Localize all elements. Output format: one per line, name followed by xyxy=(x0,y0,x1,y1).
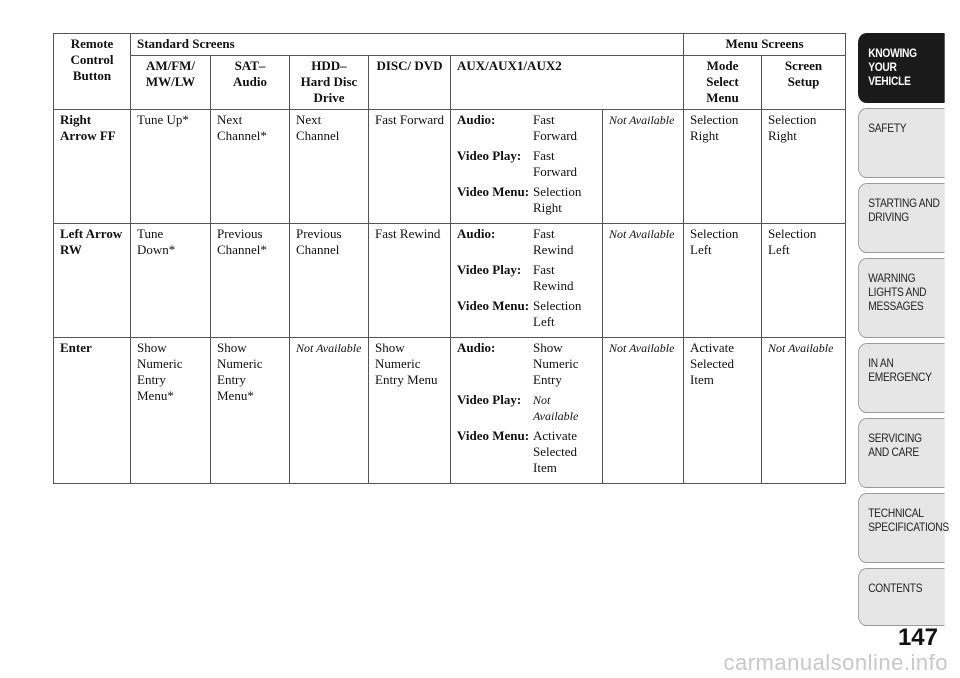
cell-amfm: Tune Up* xyxy=(131,110,211,224)
cell-aux xyxy=(451,224,603,338)
aux-key: Video Menu: xyxy=(457,184,530,199)
tab-servicing-and-care[interactable]: SERVICING AND CARE xyxy=(858,418,945,488)
cell-hdd: Next Channel xyxy=(290,110,369,224)
aux-value: Selection Right xyxy=(533,184,582,215)
remote-control-table xyxy=(53,33,846,484)
cell-hdd: Previous Channel xyxy=(290,224,369,338)
cell-aux xyxy=(451,338,603,484)
cell-sat: Show Numeric Entry Menu* xyxy=(211,338,290,484)
cell-aux xyxy=(451,110,603,224)
tab-in-an-emergency[interactable]: IN AN EMERGENCY xyxy=(858,343,945,413)
tab-contents[interactable]: CONTENTS xyxy=(858,568,945,626)
aux-value: Fast Forward xyxy=(533,112,578,143)
aux-key: Video Play: xyxy=(457,392,522,407)
aux-key: Audio: xyxy=(457,112,496,127)
aux-value: Selection Left xyxy=(533,298,582,329)
cell-aux-extra: Not Available xyxy=(603,338,684,484)
header-remote-control-button: Remote Control Button xyxy=(54,34,131,110)
table-row xyxy=(54,224,846,338)
table-row xyxy=(54,338,846,484)
aux-key: Video Play: xyxy=(457,148,522,163)
header-menu-screens: Menu Screens xyxy=(684,34,846,56)
aux-key: Video Play: xyxy=(457,262,522,277)
tab-safety[interactable]: SAFETY xyxy=(858,108,945,178)
aux-value: Activate Selected Item xyxy=(533,428,578,475)
row-button-label: Enter xyxy=(54,338,131,484)
aux-value: Fast Rewind xyxy=(533,262,574,293)
cell-screen-setup: Selection Right xyxy=(762,110,846,224)
aux-subtable xyxy=(457,340,596,480)
aux-key: Video Menu: xyxy=(457,428,530,443)
header-amfm: AM/FM/ MW/LW xyxy=(131,56,211,110)
row-button-label: Right Arrow FF xyxy=(54,110,131,224)
page-number: 147 xyxy=(897,624,938,651)
header-disc-dvd: DISC/ DVD xyxy=(369,56,451,110)
header-hdd: HDD– Hard Disc Drive xyxy=(290,56,369,110)
header-mode-select-menu: Mode Select Menu xyxy=(684,56,762,110)
tab-starting-and-driving[interactable]: STARTING AND DRIVING xyxy=(858,183,945,253)
table-row xyxy=(54,110,846,224)
aux-subtable xyxy=(457,226,596,334)
cell-disc: Fast Rewind xyxy=(369,224,451,338)
watermark: carmanualsonline.info xyxy=(723,650,948,675)
cell-mode-select: Selection Right xyxy=(684,110,762,224)
tab-warning-lights[interactable]: WARNING LIGHTS AND MESSAGES xyxy=(858,258,945,338)
header-sat-audio: SAT– Audio xyxy=(211,56,290,110)
cell-disc: Fast Forward xyxy=(369,110,451,224)
tab-knowing-your-vehicle[interactable]: KNOWING YOUR VEHICLE xyxy=(858,33,945,103)
tab-technical-specifications[interactable]: TECHNICAL SPECIFICATIONS xyxy=(858,493,945,563)
cell-aux-extra: Not Available xyxy=(603,224,684,338)
header-standard-screens: Standard Screens xyxy=(131,34,684,56)
cell-amfm: Show Numeric Entry Menu* xyxy=(131,338,211,484)
cell-mode-select: Selection Left xyxy=(684,224,762,338)
cell-sat: Next Channel* xyxy=(211,110,290,224)
aux-key: Audio: xyxy=(457,340,496,355)
aux-value: Show Numeric Entry xyxy=(533,340,579,387)
header-screen-setup: Screen Setup xyxy=(762,56,846,110)
aux-key: Audio: xyxy=(457,226,496,241)
aux-value: Fast Forward xyxy=(533,148,578,179)
cell-mode-select: Activate Selected Item xyxy=(684,338,762,484)
aux-subtable xyxy=(457,112,596,220)
cell-amfm: Tune Down* xyxy=(131,224,211,338)
row-button-label: Left Arrow RW xyxy=(54,224,131,338)
aux-value: Fast Rewind xyxy=(533,226,574,257)
cell-sat: Previous Channel* xyxy=(211,224,290,338)
cell-disc: Show Numeric Entry Menu xyxy=(369,338,451,484)
aux-key: Video Menu: xyxy=(457,298,530,313)
cell-screen-setup: Not Available xyxy=(762,338,846,484)
header-aux: AUX/AUX1/AUX2 xyxy=(451,56,684,110)
subheader-row xyxy=(54,56,846,110)
aux-value: Not Available xyxy=(533,393,579,423)
cell-aux-extra: Not Available xyxy=(603,110,684,224)
cell-hdd: Not Available xyxy=(290,338,369,484)
cell-screen-setup: Selection Left xyxy=(762,224,846,338)
